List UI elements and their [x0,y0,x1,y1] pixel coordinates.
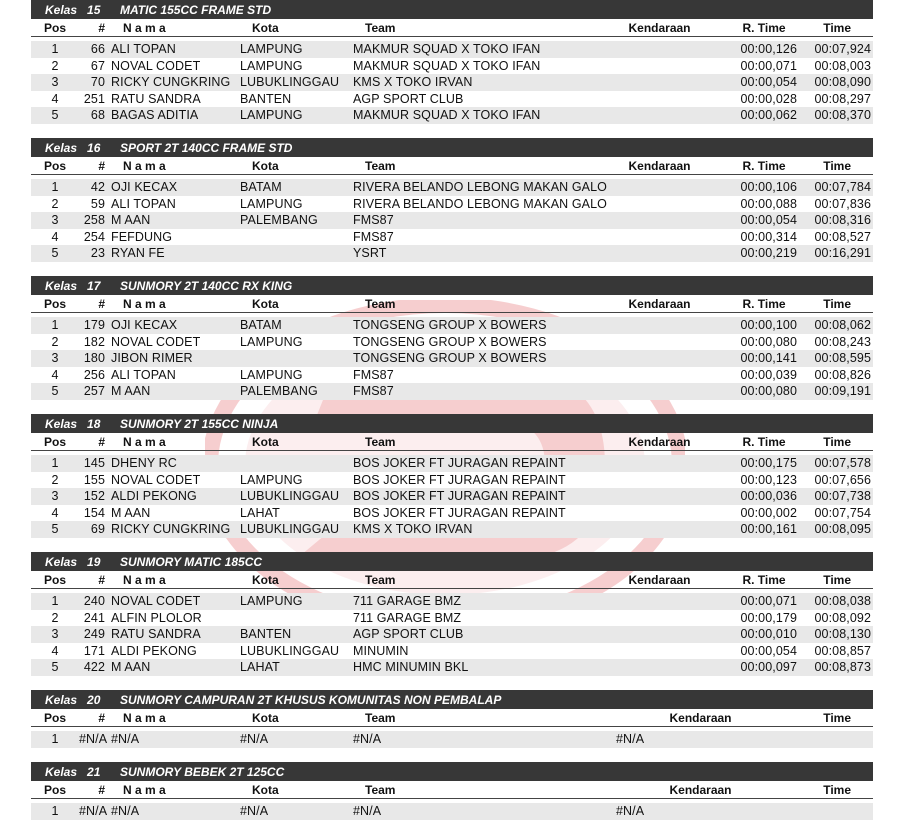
cell-pos: 5 [51,246,59,261]
table-row [31,317,873,334]
cell-team: FMS87 [353,213,394,228]
column-header-num: # [98,710,105,725]
cell-kota: #N/A [240,804,269,819]
cell-pos: 1 [51,42,59,57]
cell-name: RYAN FE [111,246,165,261]
cell-time: 00:08,527 [814,229,871,244]
cell-pos: 4 [51,91,59,106]
table-row [31,626,873,643]
column-header-rtime: R. Time [742,296,786,311]
cell-kota: BANTEN [240,91,292,106]
cell-team: RIVERA BELANDO LEBONG MAKAN GALO [353,196,607,211]
kelas-title: SUNMORY CAMPURAN 2T KHUSUS KOMUNITAS NON PEMBALAP [120,692,502,707]
cell-name: DHENY RC [111,456,177,471]
cell-num: 145 [83,456,105,471]
kelas-label: Kelas 16 [45,140,101,155]
cell-time: 00:08,003 [814,58,871,73]
table-row [31,350,873,367]
cell-num: 256 [83,367,105,382]
cell-num: 59 [90,196,105,211]
cell-num: #N/A [79,804,108,819]
kelas-title: SUNMORY 2T 155CC NINJA [120,416,279,431]
cell-time: 00:07,754 [814,505,871,520]
cell-name: NOVAL CODET [111,594,201,609]
column-header-time: Time [823,434,851,449]
column-header-team: Team [365,710,396,725]
cell-team: 711 GARAGE BMZ [353,594,462,609]
cell-name: JIBON RIMER [111,351,193,366]
cell-num: 182 [83,334,105,349]
cell-pos: 1 [51,180,59,195]
cell-num: #N/A [79,732,108,747]
column-header-name: N a m a [123,434,166,449]
cell-rtime: 00:00,097 [740,660,797,675]
table-row [31,107,873,124]
cell-pos: 1 [51,318,59,333]
cell-pos: 1 [51,804,59,819]
cell-team: BOS JOKER FT JURAGAN REPAINT [353,472,566,487]
section-title-bar [31,0,873,19]
kelas-title: SPORT 2T 140CC FRAME STD [120,140,293,155]
cell-pos: 5 [51,108,59,123]
cell-name: ALFIN PLOLOR [111,610,202,625]
column-header-kendaraan: Kendaraan [669,782,732,797]
cell-name: ALDI PEKONG [111,643,197,658]
column-header-kendaraan: Kendaraan [628,434,691,449]
cell-name: OJI KECAX [111,180,178,195]
cell-rtime: 00:00,028 [740,91,797,106]
column-header-pos: Pos [43,710,66,725]
cell-time: 00:08,092 [814,610,871,625]
cell-kota: LAMPUNG [240,58,303,73]
cell-name: #N/A [111,732,140,747]
cell-team: TONGSENG GROUP X BOWERS [353,351,547,366]
cell-team: AGP SPORT CLUB [353,627,464,642]
cell-rtime: 00:00,219 [740,246,797,261]
kelas-section [31,414,873,552]
cell-pos: 5 [51,384,59,399]
column-header-time: Time [823,296,851,311]
column-header-num: # [98,782,105,797]
table-row [31,41,873,58]
cell-kota: BATAM [240,318,282,333]
cell-pos: 2 [51,334,59,349]
column-header-pos: Pos [43,782,66,797]
cell-num: 179 [83,318,105,333]
cell-team: MAKMUR SQUAD X TOKO IFAN [353,58,541,73]
cell-kota: PALEMBANG [240,384,318,399]
cell-kota: BATAM [240,180,282,195]
section-title-bar [31,690,873,709]
cell-kendaraan: #N/A [616,732,645,747]
cell-rtime: 00:00,088 [740,196,797,211]
cell-pos: 1 [51,594,59,609]
cell-time: 00:07,784 [814,180,871,195]
cell-num: 258 [83,213,105,228]
cell-time: 00:08,062 [814,318,871,333]
cell-pos: 3 [51,489,59,504]
column-header-pos: Pos [43,572,66,587]
column-header-row [31,571,873,589]
cell-name: NOVAL CODET [111,58,201,73]
column-header-kendaraan: Kendaraan [628,572,691,587]
column-header-rtime: R. Time [742,434,786,449]
cell-rtime: 00:00,054 [740,643,797,658]
column-header-pos: Pos [43,158,66,173]
cell-num: 155 [83,472,105,487]
column-header-name: N a m a [123,296,166,311]
column-header-row [31,433,873,451]
cell-rtime: 00:00,002 [740,505,797,520]
cell-rtime: 00:00,100 [740,318,797,333]
cell-kota: LAMPUNG [240,594,303,609]
cell-rtime: 00:00,054 [740,75,797,90]
kelas-title: SUNMORY BEBEK 2T 125CC [120,764,285,779]
cell-team: RIVERA BELANDO LEBONG MAKAN GALO [353,180,607,195]
table-row [31,245,873,262]
cell-team: BOS JOKER FT JURAGAN REPAINT [353,505,566,520]
cell-team: FMS87 [353,384,394,399]
table-row [31,383,873,400]
column-header-name: N a m a [123,710,166,725]
cell-name: ALI TOPAN [111,367,176,382]
table-row [31,179,873,196]
cell-rtime: 00:00,054 [740,213,797,228]
cell-rtime: 00:00,080 [740,384,797,399]
cell-time: 00:07,738 [814,489,871,504]
cell-time: 00:07,578 [814,456,871,471]
cell-name: #N/A [111,804,140,819]
kelas-title: SUNMORY MATIC 185CC [120,554,263,569]
column-header-name: N a m a [123,572,166,587]
cell-num: 23 [90,246,105,261]
results-sheet [31,0,873,832]
cell-team: FMS87 [353,229,394,244]
column-header-kota: Kota [252,296,279,311]
cell-kota: LAHAT [240,660,280,675]
kelas-label: Kelas 17 [45,278,101,293]
table-row [31,593,873,610]
cell-time: 00:07,836 [814,196,871,211]
cell-pos: 4 [51,505,59,520]
column-header-pos: Pos [43,434,66,449]
column-header-rtime: R. Time [742,158,786,173]
cell-rtime: 00:00,123 [740,472,797,487]
cell-time: 00:08,297 [814,91,871,106]
section-title-bar [31,762,873,781]
cell-num: 154 [83,505,105,520]
cell-kendaraan: #N/A [616,804,645,819]
column-header-name: N a m a [123,782,166,797]
kelas-section [31,552,873,690]
cell-rtime: 00:00,126 [740,42,797,57]
column-header-time: Time [823,572,851,587]
cell-rtime: 00:00,161 [740,522,797,537]
table-row [31,455,873,472]
cell-pos: 1 [51,456,59,471]
cell-time: 00:07,924 [814,42,871,57]
cell-name: M AAN [111,505,151,520]
cell-rtime: 00:00,106 [740,180,797,195]
kelas-label: Kelas 18 [45,416,101,431]
cell-rtime: 00:00,036 [740,489,797,504]
table-row [31,74,873,91]
cell-team: BOS JOKER FT JURAGAN REPAINT [353,489,566,504]
cell-team: MAKMUR SQUAD X TOKO IFAN [353,42,541,57]
cell-num: 68 [90,108,105,123]
column-header-team: Team [365,434,396,449]
kelas-section [31,276,873,414]
cell-kota: LAMPUNG [240,108,303,123]
cell-rtime: 00:00,071 [740,594,797,609]
cell-kota: LAMPUNG [240,472,303,487]
column-header-time: Time [823,782,851,797]
column-header-row [31,295,873,313]
cell-pos: 4 [51,367,59,382]
cell-team: #N/A [353,804,382,819]
cell-rtime: 00:00,175 [740,456,797,471]
cell-num: 152 [83,489,105,504]
cell-name: RATU SANDRA [111,91,201,106]
cell-pos: 2 [51,610,59,625]
kelas-label: Kelas 20 [45,692,101,707]
column-header-kendaraan: Kendaraan [628,296,691,311]
cell-team: 711 GARAGE BMZ [353,610,462,625]
cell-team: TONGSENG GROUP X BOWERS [353,318,547,333]
column-header-kendaraan: Kendaraan [628,158,691,173]
cell-num: 422 [83,660,105,675]
table-row [31,212,873,229]
cell-name: ALI TOPAN [111,196,176,211]
cell-kota: BANTEN [240,627,292,642]
table-row [31,610,873,627]
cell-rtime: 00:00,314 [740,229,797,244]
column-header-num: # [98,296,105,311]
cell-kota: LAMPUNG [240,334,303,349]
cell-time: 00:08,130 [814,627,871,642]
cell-team: BOS JOKER FT JURAGAN REPAINT [353,456,566,471]
section-title-bar [31,138,873,157]
cell-pos: 3 [51,627,59,642]
cell-kota: PALEMBANG [240,213,318,228]
kelas-label: Kelas 15 [45,2,101,17]
cell-num: 42 [90,180,105,195]
cell-num: 180 [83,351,105,366]
cell-name: RATU SANDRA [111,627,201,642]
cell-pos: 5 [51,522,59,537]
cell-rtime: 00:00,062 [740,108,797,123]
table-row [31,472,873,489]
cell-num: 249 [83,627,105,642]
cell-rtime: 00:00,010 [740,627,797,642]
table-row [31,367,873,384]
column-header-team: Team [365,296,396,311]
column-header-rtime: R. Time [742,572,786,587]
kelas-section [31,0,873,138]
table-row [31,505,873,522]
cell-kota: LUBUKLINGGAU [240,522,340,537]
cell-name: OJI KECAX [111,318,178,333]
cell-kota: LUBUKLINGGAU [240,489,340,504]
section-title-bar [31,276,873,295]
cell-kota: LUBUKLINGGAU [240,75,340,90]
cell-rtime: 00:00,179 [740,610,797,625]
cell-team: YSRT [353,246,387,261]
cell-time: 00:08,595 [814,351,871,366]
cell-pos: 3 [51,351,59,366]
cell-kota: LAMPUNG [240,42,303,57]
kelas-title: SUNMORY 2T 140CC RX KING [120,278,293,293]
cell-pos: 1 [51,732,59,747]
cell-name: ALDI PEKONG [111,489,197,504]
column-header-row [31,19,873,37]
cell-team: FMS87 [353,367,394,382]
cell-time: 00:08,038 [814,594,871,609]
cell-team: #N/A [353,732,382,747]
cell-pos: 5 [51,660,59,675]
cell-name: RICKY CUNGKRING [111,75,231,90]
cell-rtime: 00:00,039 [740,367,797,382]
column-header-time: Time [823,710,851,725]
column-header-team: Team [365,572,396,587]
cell-name: RICKY CUNGKRING [111,522,231,537]
column-header-pos: Pos [43,20,66,35]
column-header-kendaraan: Kendaraan [669,710,732,725]
cell-num: 241 [83,610,105,625]
column-header-kota: Kota [252,572,279,587]
column-header-team: Team [365,782,396,797]
cell-num: 240 [83,594,105,609]
cell-name: ALI TOPAN [111,42,176,57]
column-header-kota: Kota [252,20,279,35]
kelas-section [31,138,873,276]
column-header-row [31,781,873,799]
cell-num: 66 [90,42,105,57]
table-row [31,229,873,246]
cell-time: 00:08,873 [814,660,871,675]
cell-name: M AAN [111,384,151,399]
table-row [31,643,873,660]
cell-team: AGP SPORT CLUB [353,91,464,106]
column-header-time: Time [823,158,851,173]
kelas-label: Kelas 19 [45,554,101,569]
column-header-kota: Kota [252,158,279,173]
column-header-kota: Kota [252,782,279,797]
kelas-section [31,690,873,762]
table-row [31,334,873,351]
column-header-num: # [98,20,105,35]
column-header-num: # [98,434,105,449]
cell-rtime: 00:00,071 [740,58,797,73]
section-title-bar [31,552,873,571]
cell-time: 00:07,656 [814,472,871,487]
column-header-name: N a m a [123,20,166,35]
cell-name: FEFDUNG [111,229,173,244]
cell-pos: 2 [51,472,59,487]
cell-name: M AAN [111,660,151,675]
cell-name: BAGAS ADITIA [111,108,199,123]
cell-time: 00:08,857 [814,643,871,658]
cell-team: MAKMUR SQUAD X TOKO IFAN [353,108,541,123]
cell-kota: LAMPUNG [240,196,303,211]
cell-name: NOVAL CODET [111,472,201,487]
column-header-time: Time [823,20,851,35]
cell-time: 00:08,090 [814,75,871,90]
kelas-title: MATIC 155CC FRAME STD [120,2,272,17]
cell-pos: 3 [51,75,59,90]
column-header-name: N a m a [123,158,166,173]
cell-rtime: 00:00,141 [740,351,797,366]
cell-num: 251 [83,91,105,106]
cell-pos: 2 [51,196,59,211]
cell-pos: 3 [51,213,59,228]
cell-rtime: 00:00,080 [740,334,797,349]
column-header-rtime: R. Time [742,20,786,35]
cell-time: 00:08,095 [814,522,871,537]
column-header-row [31,157,873,175]
cell-time: 00:08,826 [814,367,871,382]
cell-num: 254 [83,229,105,244]
cell-name: M AAN [111,213,151,228]
cell-kota: LAMPUNG [240,367,303,382]
cell-time: 00:08,243 [814,334,871,349]
cell-pos: 2 [51,58,59,73]
cell-team: KMS X TOKO IRVAN [353,522,473,537]
cell-time: 00:08,316 [814,213,871,228]
cell-time: 00:08,370 [814,108,871,123]
table-row [31,803,873,820]
table-row [31,91,873,108]
table-row [31,488,873,505]
cell-pos: 4 [51,229,59,244]
column-header-num: # [98,572,105,587]
column-header-team: Team [365,20,396,35]
cell-num: 67 [90,58,105,73]
kelas-section [31,762,873,832]
section-title-bar [31,414,873,433]
cell-kota: #N/A [240,732,269,747]
cell-team: TONGSENG GROUP X BOWERS [353,334,547,349]
table-row [31,731,873,748]
table-row [31,196,873,213]
column-header-row [31,709,873,727]
cell-time: 00:16,291 [814,246,871,261]
column-header-kota: Kota [252,710,279,725]
cell-team: HMC MINUMIN BKL [353,660,469,675]
column-header-team: Team [365,158,396,173]
cell-team: KMS X TOKO IRVAN [353,75,473,90]
table-row [31,659,873,676]
table-row [31,521,873,538]
cell-num: 257 [83,384,105,399]
cell-team: MINUMIN [353,643,409,658]
column-header-kota: Kota [252,434,279,449]
column-header-kendaraan: Kendaraan [628,20,691,35]
cell-num: 70 [90,75,105,90]
cell-kota: LAHAT [240,505,280,520]
cell-kota: LUBUKLINGGAU [240,643,340,658]
cell-num: 69 [90,522,105,537]
cell-num: 171 [83,643,105,658]
kelas-label: Kelas 21 [45,764,101,779]
cell-name: NOVAL CODET [111,334,201,349]
table-row [31,58,873,75]
column-header-pos: Pos [43,296,66,311]
cell-time: 00:09,191 [814,384,871,399]
cell-pos: 4 [51,643,59,658]
column-header-num: # [98,158,105,173]
